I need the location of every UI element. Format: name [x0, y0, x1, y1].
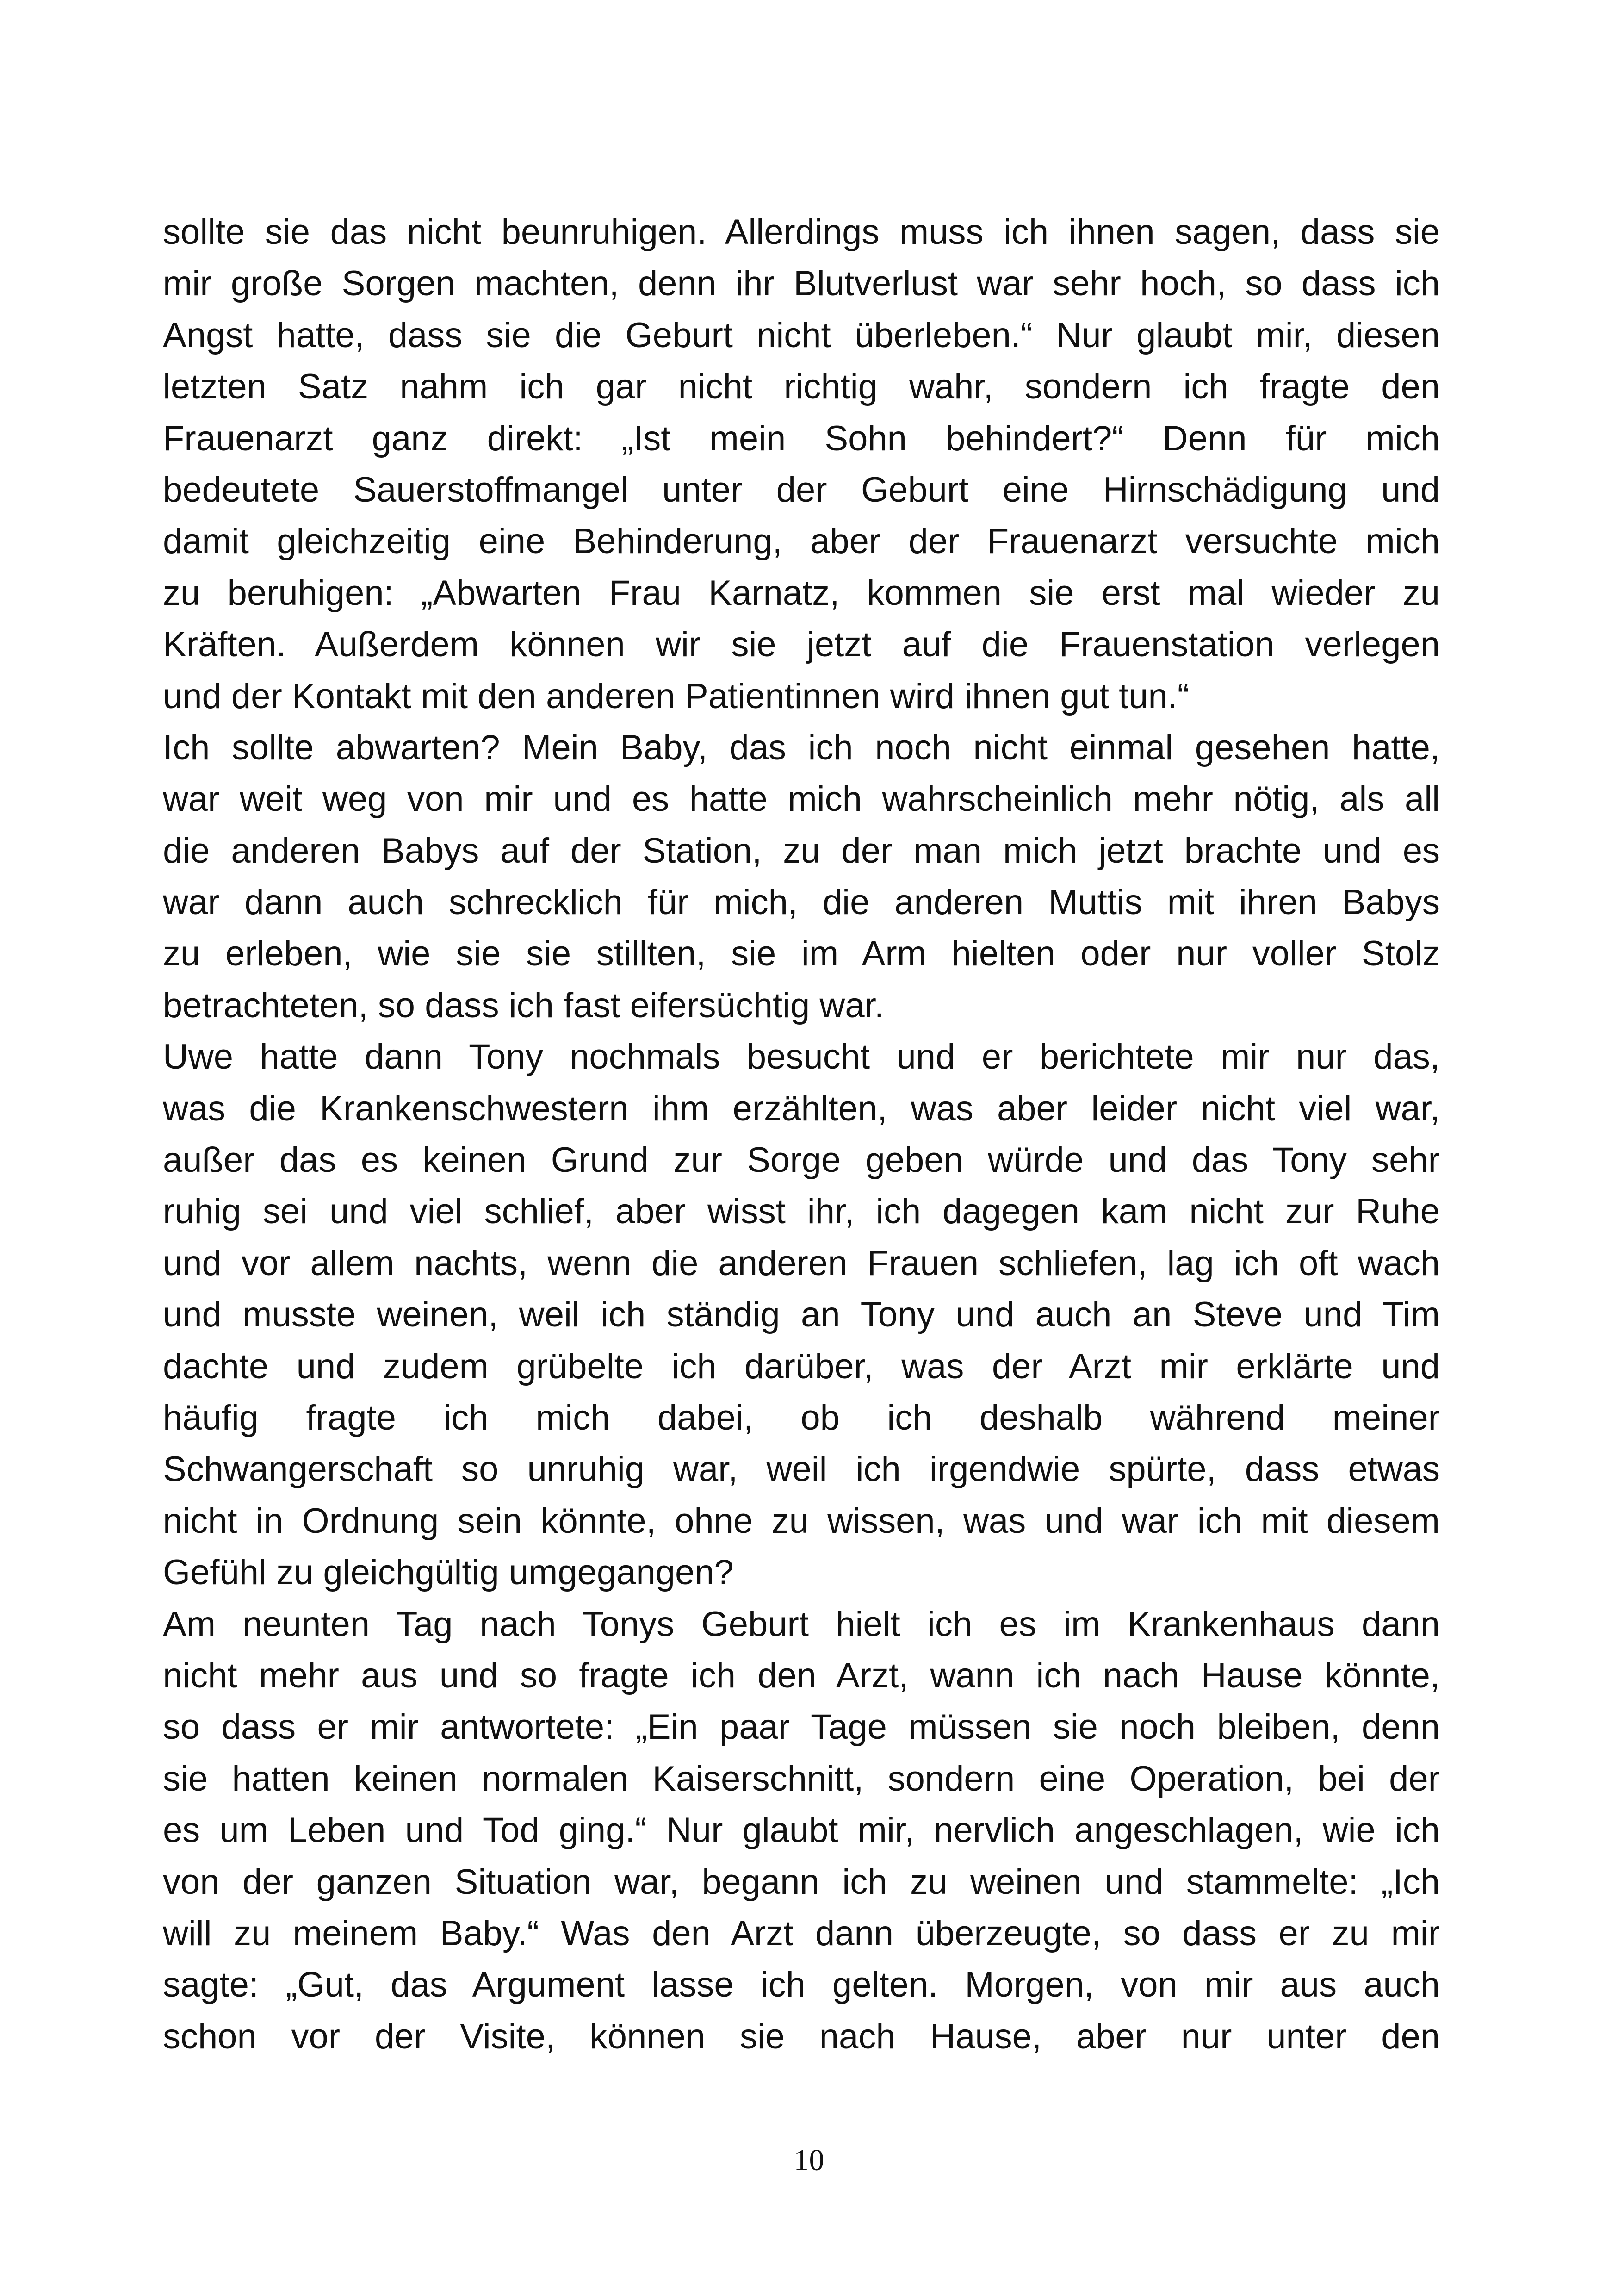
text-line: war weit weg von mir und es hatte mich wahrscheinlich mehr nötig, als all — [163, 779, 1440, 819]
text-line: bedeutete Sauerstoffmangel unter der Geburt eine Hirnschädigung und — [163, 470, 1440, 510]
text-line: zu erleben, wie sie sie stillten, sie im Arm hielten oder nur voller Stolz — [163, 934, 1440, 974]
text-line: will zu meinem Baby.“ Was den Arzt dann überzeugte, so dass er zu mir — [163, 1913, 1440, 1953]
text-line: zu beruhigen: „Abwarten Frau Karnatz, kommen sie erst mal wieder zu — [163, 573, 1440, 613]
text-line: es um Leben und Tod ging.“ Nur glaubt mir, nervlich angeschlagen, wie ich — [163, 1811, 1440, 1850]
text-line: sagte: „Gut, das Argument lasse ich gelten. Morgen, von mir aus auch — [163, 1965, 1440, 2005]
text-line: mir große Sorgen machten, denn ihr Blutverlust war sehr hoch, so dass ich — [163, 264, 1440, 304]
text-line: Frauenarzt ganz direkt: „Ist mein Sohn behindert?“ Denn für mich — [163, 418, 1440, 458]
text-line: betrachteten, so dass ich fast eifersüchtig war. — [163, 985, 884, 1025]
text-line: war dann auch schrecklich für mich, die anderen Muttis mit ihren Babys — [163, 883, 1440, 922]
text-line: Uwe hatte dann Tony nochmals besucht und er berichtete mir nur das, — [163, 1037, 1440, 1077]
text-line: sollte sie das nicht beunruhigen. Allerdings muss ich ihnen sagen, dass sie — [163, 212, 1440, 252]
text-line: Gefühl zu gleichgültig umgegangen? — [163, 1553, 734, 1593]
text-line: dachte und zudem grübelte ich darüber, was der Arzt mir erklärte und — [163, 1346, 1440, 1386]
text-line: die anderen Babys auf der Station, zu der man mich jetzt brachte und es — [163, 831, 1440, 871]
text-line: und vor allem nachts, wenn die anderen Frauen schliefen, lag ich oft wach — [163, 1243, 1440, 1283]
text-line: außer das es keinen Grund zur Sorge geben würde und das Tony sehr — [163, 1140, 1440, 1180]
text-line: ruhig sei und viel schlief, aber wisst ihr, ich dagegen kam nicht zur Ruhe — [163, 1192, 1440, 1232]
text-line: sie hatten keinen normalen Kaiserschnitt, sondern eine Operation, bei der — [163, 1759, 1440, 1798]
text-line: so dass er mir antwortete: „Ein paar Tage müssen sie noch bleiben, denn — [163, 1707, 1440, 1747]
body-text — [163, 206, 1440, 2062]
text-line: was die Krankenschwestern ihm erzählten, was aber leider nicht viel war, — [163, 1089, 1440, 1128]
page-number: 10 — [794, 2143, 824, 2177]
text-line: nicht in Ordnung sein könnte, ohne zu wissen, was und war ich mit diesem — [163, 1501, 1440, 1541]
text-line: damit gleichzeitig eine Behinderung, aber der Frauenarzt versuchte mich — [163, 522, 1440, 561]
text-line: von der ganzen Situation war, begann ich zu weinen und stammelte: „Ich — [163, 1862, 1440, 1902]
text-line: häufig fragte ich mich dabei, ob ich deshalb während meiner — [163, 1398, 1440, 1437]
text-line: Angst hatte, dass sie die Geburt nicht überleben.“ Nur glaubt mir, diesen — [163, 315, 1440, 355]
text-line: letzten Satz nahm ich gar nicht richtig wahr, sondern ich fragte den — [163, 367, 1440, 407]
text-line: Ich sollte abwarten? Mein Baby, das ich noch nicht einmal gesehen hatte, — [163, 728, 1440, 767]
text-line: Schwangerschaft so unruhig war, weil ich irgendwie spürte, dass etwas — [163, 1450, 1440, 1489]
text-line: nicht mehr aus und so fragte ich den Arzt, wann ich nach Hause könnte, — [163, 1655, 1440, 1695]
text-line: und der Kontakt mit den anderen Patientinnen wird ihnen gut tun.“ — [163, 676, 1190, 716]
text-line: und musste weinen, weil ich ständig an Tony und auch an Steve und Tim — [163, 1295, 1440, 1335]
text-line: Kräften. Außerdem können wir sie jetzt auf die Frauenstation verlegen — [163, 625, 1440, 665]
text-line: Am neunten Tag nach Tonys Geburt hielt ich es im Krankenhaus dann — [163, 1604, 1440, 1644]
text-line: schon vor der Visite, können sie nach Hause, aber nur unter den — [163, 2016, 1440, 2056]
